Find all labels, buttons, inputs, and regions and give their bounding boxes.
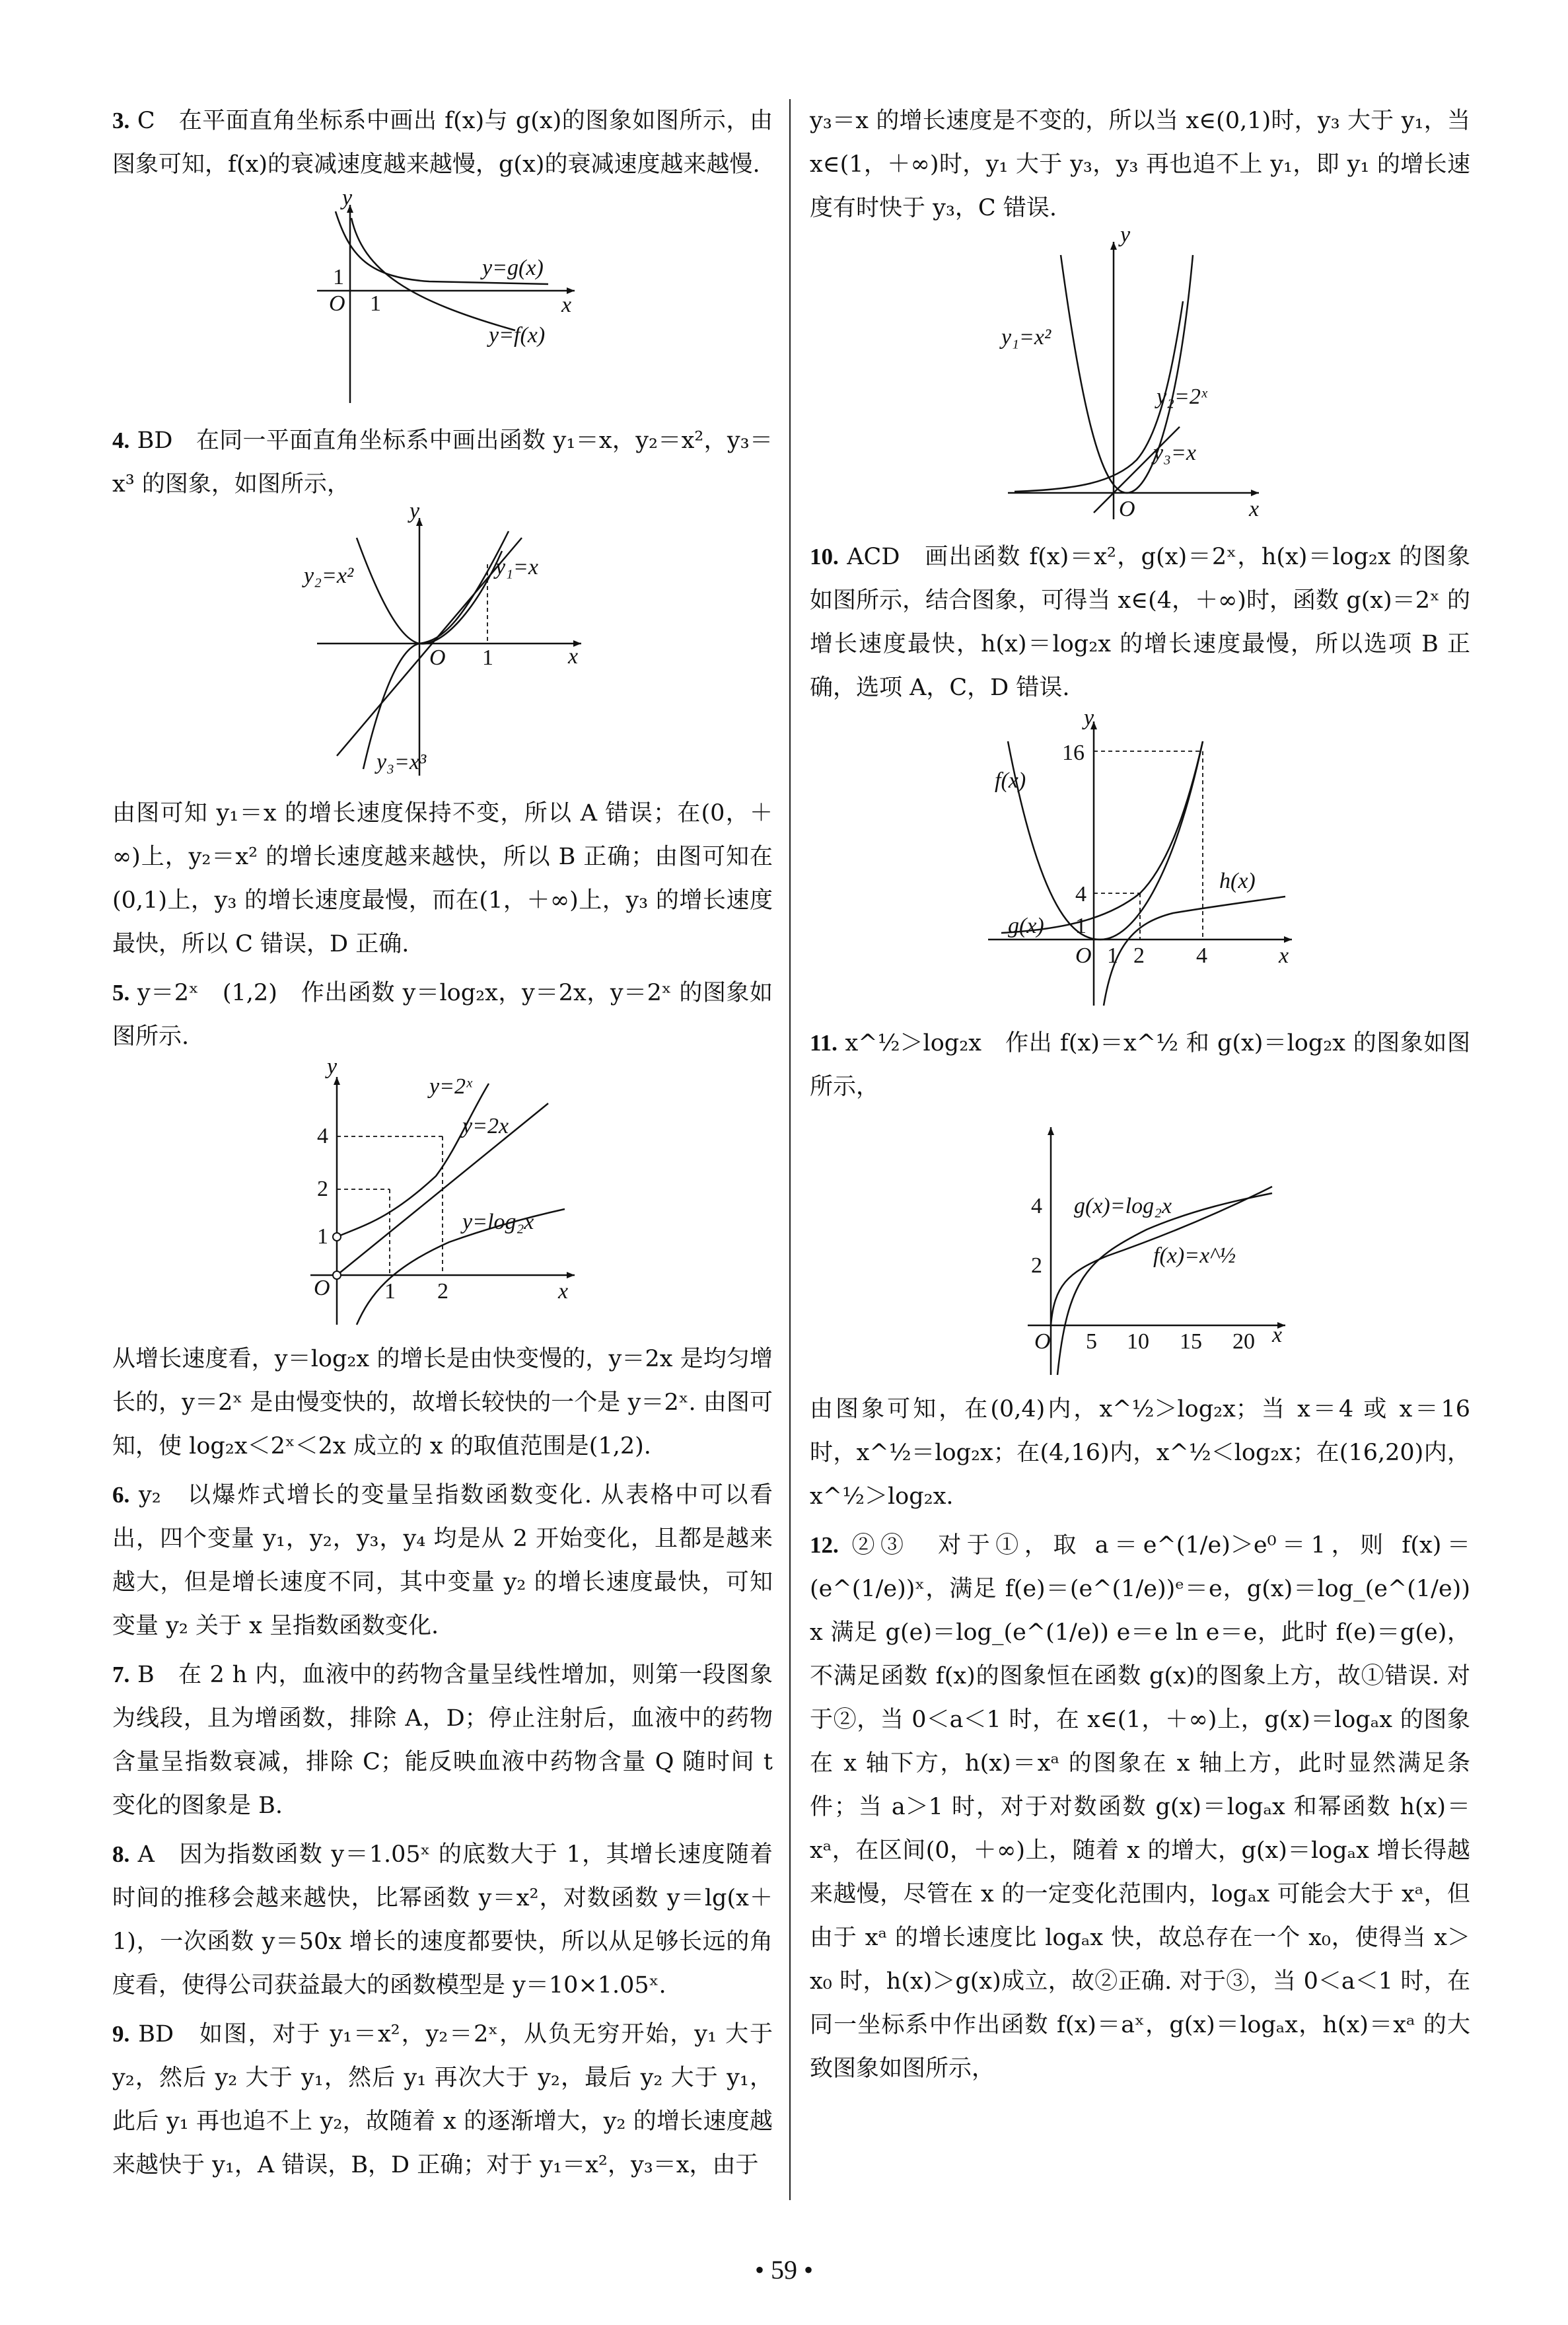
figure-3-graph [297,186,588,410]
answer-number: 9. [112,2021,130,2047]
svg-text:2: 2 [317,1177,328,1201]
answer-number: 7. [112,1662,130,1687]
answer-10 [810,535,1470,710]
figure-11-graph [975,1114,1305,1378]
answer-9-continued: y₃＝x 的增长速度是不变的，所以当 x∈(0,1)时，y₃ 大于 y₁，当 x∈(1，＋∞)时，y₁ 大于 y₃，y₃ 再也追不上 y₁，即 y₁ 的增长速度有时快于 y₃，C 错误. [810,108,1470,221]
answer-text: y＝2ˣ (1,2) 作出函数 y＝log₂x，y＝2x，y＝2ˣ 的图象如图所示. [112,980,773,1050]
page-number: • 59 • [754,2255,813,2285]
svg-text:y=2x: y=2x [462,1114,509,1138]
svg-text:y₂=x²: y₂=x² [304,564,354,588]
answer-9 [112,2012,773,2187]
figure-4-graph [291,499,594,782]
svg-text:y: y [342,186,353,210]
answer-8 [112,1833,773,2007]
svg-text:y₁=x²: y₁=x² [1001,325,1051,350]
svg-text:g(x)=log₂x: g(x)=log₂x [1074,1194,1172,1218]
svg-text:y: y [1120,223,1131,247]
answer-11-explanation: 由图象可知，在(0,4)内，x^½＞log₂x；当 x＝4 或 x＝16 时，x^½＝log₂x；在(4,16)内，x^½＜log₂x；在(16,20)内，x^½＞log₂x. [810,1396,1470,1510]
svg-text:20: 20 [1232,1329,1255,1354]
svg-text:y=2ˣ: y=2ˣ [429,1074,472,1099]
svg-text:x: x [1279,943,1289,968]
svg-text:4: 4 [1196,943,1207,968]
answer-11 [810,1021,1470,1109]
svg-text:4: 4 [1031,1194,1042,1218]
answer-text: BD 如图，对于 y₁＝x²，y₂＝2ˣ，从负无穷开始，y₁ 大于 y₂，然后 y₂ 大于 y₁，然后 y₁ 再次大于 y₂，最后 y₂ 大于 y₁，此后 y₁ 再也追不上 y₂，故随着 x 的逐渐增大，y₂ 的增长速度越来越快于 y₁，A 错误，B，D 正确；对于 y₁＝x²，y₃＝x，由于 [112,2021,773,2178]
answer-text: BD 在同一平面直角坐标系中画出函数 y₁＝x，y₂＝x²，y₃＝x³ 的图象，如图所示， [112,427,773,498]
answer-4-explanation: 由图可知 y₁＝x 的增长速度保持不变，所以 A 错误；在(0，＋∞)上，y₂＝x² 的增长速度越来越快，所以 B 正确；由图可知在(0,1)上，y₃ 的增长速度最慢，而在(1，＋∞)上，y₃ 的增长速度最快，所以 C 错误，D 正确. [112,800,773,957]
svg-text:f(x): f(x) [995,768,1026,793]
svg-text:15: 15 [1180,1329,1202,1354]
answer-12 [810,1524,1470,2090]
svg-text:1: 1 [1107,943,1118,968]
svg-text:2: 2 [1031,1253,1042,1278]
figure-10-graph [975,706,1305,1012]
svg-text:x: x [558,1279,569,1304]
svg-text:2: 2 [1133,943,1145,968]
svg-text:y=f(x): y=f(x) [489,323,546,348]
answer-number: 8. [112,1841,130,1867]
answer-number: 5. [112,980,130,1006]
answer-text: y₂ 以爆炸式增长的变量呈指数函数变化. 从表格中可以看出，四个变量 y₁，y₂，y₃，y₄ 均是从 2 开始变化，且都是越来越大，但是增长速度不同，其中变量 y₂ 的增长速度最快，可知变量 y₂ 关于 x 呈指数函数变化. [112,1482,773,1639]
svg-text:O: O [314,1276,330,1300]
left-column [112,99,773,2192]
answer-text: B 在 2 h 内，血液中的药物含量呈线性增加，则第一段图象为线段，且为增函数，排除 A，D；停止注射后，血液中的药物含量呈指数衰减，排除 C；能反映血液中药物含量 Q 随时间 t 变化的图象是 B. [112,1662,773,1819]
svg-text:y: y [327,1054,338,1079]
answer-number: 10. [810,544,839,570]
answer-number: 12. [810,1532,839,1558]
figure-9-graph [995,223,1285,526]
column-divider [789,99,791,2200]
right-column [810,99,1470,2096]
svg-text:x: x [1272,1323,1283,1347]
svg-text:2: 2 [437,1279,448,1304]
answer-5-explanation: 从增长速度看，y＝log₂x 的增长是由快变慢的，y＝2x 是均匀增长的，y＝2ˣ 是由慢变快的，故增长较快的一个是 y＝2ˣ. 由图可知，使 log₂x＜2ˣ＜2x 成立的 x 的取值范围是(1,2). [112,1346,773,1459]
svg-text:5: 5 [1086,1329,1097,1354]
figure-5-graph [297,1054,588,1328]
svg-text:1: 1 [370,291,381,316]
svg-text:1: 1 [482,646,493,670]
answer-text: ②③ 对于①，取 a＝e^(1/e)＞e⁰＝1，则 f(x)＝(e^(1/e))ˣ，满足 f(e)＝(e^(1/e))ᵉ＝e，g(x)＝log_(e^(1/e)) x 满足 g(e)＝log_(e^(1/e)) e＝e ln e＝e，此时 f(e)＝g(e)，不满足函数 f(x)的图象恒在函数 g(x)的图象上方，故①错误. 对于②，当 0＜a＜1 时，在 x∈(1，＋∞)上，g(x)＝logₐx 的图象在 x 轴下方，h(x)＝xᵃ 的图象在 x 轴上方，此时显然满足条件；当 a＞1 时，对于对数函数 g(x)＝logₐx 和幂函数 h(x)＝xᵃ，在区间(0，＋∞)上，随着 x 的增大，g(x)＝logₐx 增长得越来越慢，尽管在 x 的一定变化范围内，logₐx 可能会大于 xᵃ，但由于 xᵃ 的增长速度比 logₐx 快，故总存在一个 x₀，使得当 x＞x₀ 时，h(x)＞g(x)成立，故②正确. 对于③，当 0＜a＜1 时，在同一坐标系中作出函数 f(x)＝aˣ，g(x)＝logₐx，h(x)＝xᵃ 的大致图象如图所示， [810,1532,1470,2082]
svg-text:1: 1 [317,1224,328,1249]
answer-number: 11. [810,1030,837,1056]
svg-text:y₃=x³: y₃=x³ [376,750,427,774]
answer-text: ACD 画出函数 f(x)＝x²，g(x)＝2ˣ，h(x)＝log₂x 的图象如图所示，结合图象，可得当 x∈(4，＋∞)时，函数 g(x)＝2ˣ 的增长速度最快，h(x)＝log₂x 的增长速度最慢，所以选项 B 正确，选项 A，C，D 错误. [810,544,1470,701]
svg-text:x: x [1249,497,1260,521]
svg-text:16: 16 [1062,741,1085,765]
answer-4 [112,419,773,506]
svg-text:O: O [329,291,345,316]
svg-text:y: y [1084,706,1094,730]
answer-number: 6. [112,1482,130,1508]
answer-text: C 在平面直角坐标系中画出 f(x)与 g(x)的图象如图所示，由图象可知，f(x)的衰减速度越来越慢，g(x)的衰减速度越来越慢. [112,108,773,178]
answer-6 [112,1473,773,1648]
svg-text:10: 10 [1127,1329,1149,1354]
answer-number: 3. [112,108,130,133]
svg-text:1: 1 [384,1279,396,1304]
answer-3 [112,99,773,186]
svg-text:4: 4 [317,1124,328,1148]
svg-text:y=g(x): y=g(x) [482,256,544,280]
answer-text: x^½＞log₂x 作出 f(x)＝x^½ 和 g(x)＝log₂x 的图象如图所示， [810,1030,1470,1100]
svg-text:y₃=x: y₃=x [1153,441,1196,465]
svg-text:y₂=2ˣ: y₂=2ˣ [1157,385,1207,409]
svg-text:O: O [1075,943,1092,968]
svg-text:g(x): g(x) [1008,914,1044,938]
svg-text:4: 4 [1075,882,1087,906]
svg-text:O: O [1119,497,1135,521]
svg-text:y: y [410,499,420,523]
svg-text:O: O [1034,1329,1051,1354]
svg-text:y=log₂x: y=log₂x [462,1210,534,1234]
svg-text:h(x): h(x) [1219,869,1256,893]
svg-text:O: O [429,646,446,670]
answer-text: A 因为指数函数 y＝1.05ˣ 的底数大于 1，其增长速度随着时间的推移会越来越快，比幂函数 y＝x²，对数函数 y＝lg(x＋1)，一次函数 y＝50x 增长的速度都要快，所以从足够长远的角度看，使得公司获益最大的函数模型是 y＝10×1.05ˣ. [112,1841,773,1999]
answer-7 [112,1653,773,1827]
svg-text:x: x [561,293,572,317]
svg-text:x: x [568,644,579,669]
svg-text:1: 1 [333,265,344,289]
answer-number: 4. [112,427,130,453]
answer-5 [112,971,773,1058]
svg-text:y₁=x: y₁=x [495,555,538,579]
svg-text:f(x)=x^½: f(x)=x^½ [1153,1243,1236,1268]
svg-text:1: 1 [1075,914,1087,938]
